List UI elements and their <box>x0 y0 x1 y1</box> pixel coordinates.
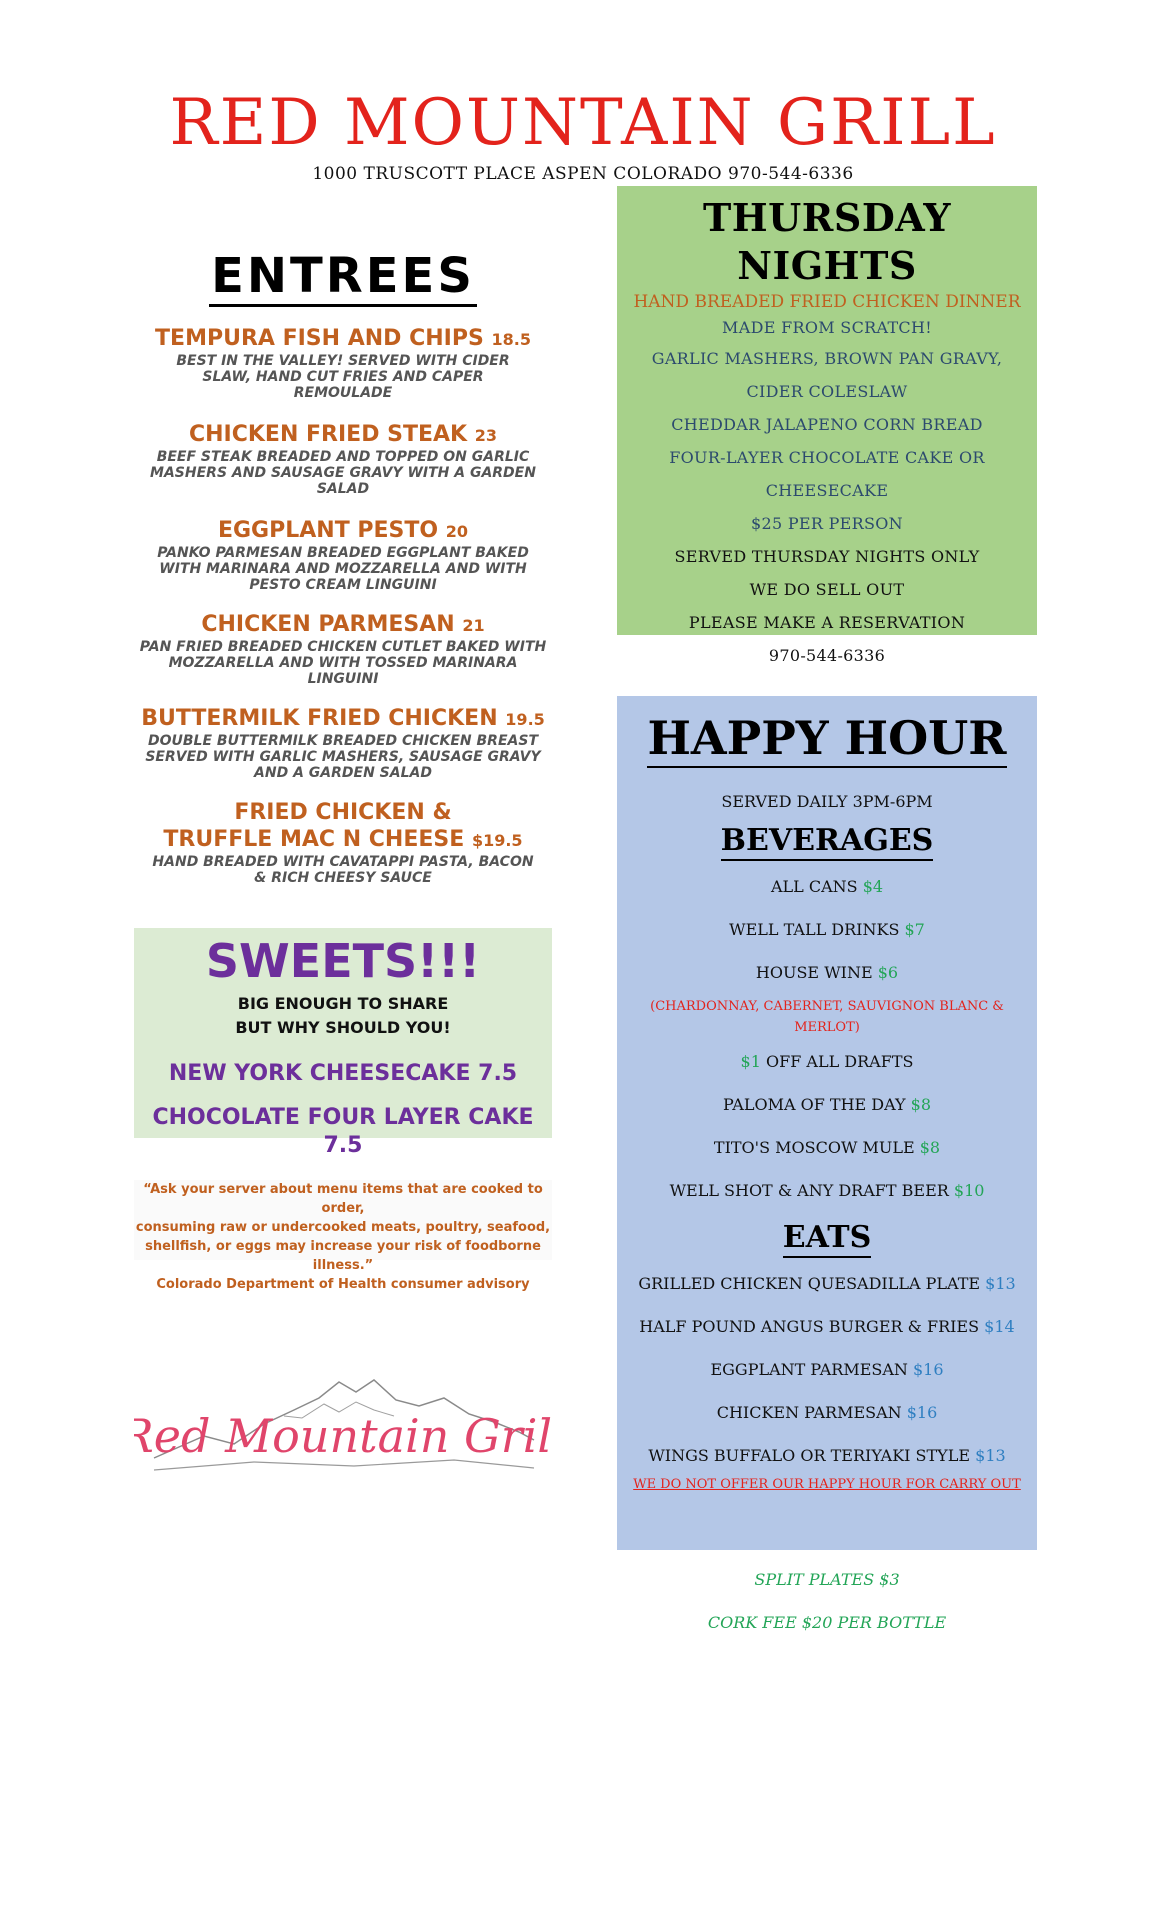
eats-item <box>617 1434 1037 1477</box>
item-price: $16 <box>912 1360 944 1379</box>
item-label: WINGS BUFFALO OR TERIYAKI STYLE <box>648 1446 971 1465</box>
happy-hour-section <box>617 696 1037 1550</box>
carry-out-note: WE DO NOT OFFER OUR HAPPY HOUR FOR CARRY OUT <box>633 1477 1021 1492</box>
entree-item <box>134 799 552 886</box>
advisory-line: shellfish, or eggs may increase your risk of foodborne illness.” <box>145 1239 541 1273</box>
entree-item <box>134 325 552 401</box>
beverage-item <box>617 908 1037 951</box>
entree-description: BEEF STEAK BREADED AND TOPPED ON GARLIC MASHERS AND SAUSAGE GRAVY WITH A GARDEN SALAD <box>150 449 536 497</box>
sweets-item: NEW YORK CHEESECAKE 7.5 <box>168 1061 518 1086</box>
entree-price: 18.5 <box>491 330 531 349</box>
item-label: HALF POUND ANGUS BURGER & FRIES <box>639 1317 980 1336</box>
entree-price: 19.5 <box>505 710 545 729</box>
split-plates-note: SPLIT PLATES $3 <box>754 1570 900 1589</box>
thursday-line: MADE FROM SCRATCH! <box>722 318 932 337</box>
entree-name: TEMPURA FISH AND CHIPS <box>155 326 484 351</box>
thursday-line: CHEDDAR JALAPENO CORN BREAD <box>671 415 983 434</box>
thursday-heading: THURSDAY NIGHTS <box>702 195 951 288</box>
item-price: $16 <box>906 1403 938 1422</box>
advisory-line: “Ask your server about menu items that are cooked to order, <box>143 1182 543 1216</box>
restaurant-logo <box>134 1340 552 1500</box>
entree-description: HAND BREADED WITH CAVATAPPI PASTA, BACON & RICH CHEESY SAUCE <box>152 854 534 886</box>
eats-item <box>617 1348 1037 1391</box>
thursday-line: FOUR-LAYER CHOCOLATE CAKE OR <box>669 448 985 467</box>
restaurant-title: RED MOUNTAIN GRILL <box>169 86 997 160</box>
item-label: EGGPLANT PARMESAN <box>710 1360 908 1379</box>
item-price: $1 <box>740 1052 761 1071</box>
sweets-tagline: BIG ENOUGH TO SHARE <box>237 994 449 1013</box>
mountain-logo-icon <box>134 1340 552 1500</box>
wine-line: (CHARDONNAY, CABERNET, SAUVIGNON BLANC & <box>650 999 1004 1014</box>
item-price: $14 <box>984 1317 1015 1336</box>
entree-price: 21 <box>462 616 485 635</box>
happy-hour-heading: HAPPY HOUR <box>647 710 1006 768</box>
entree-name: CHICKEN FRIED STEAK <box>188 422 468 447</box>
advisory-line: Colorado Department of Health consumer advisory <box>156 1277 530 1292</box>
thursday-line: WE DO SELL OUT <box>749 580 905 599</box>
sweets-item: CHOCOLATE FOUR LAYER CAKE 7.5 <box>152 1105 534 1158</box>
entree-name: FRIED CHICKEN & <box>234 800 452 825</box>
entrees-heading: ENTREES <box>209 248 477 307</box>
entree-name: TRUFFLE MAC N CHEESE <box>163 827 465 852</box>
item-label: OFF ALL DRAFTS <box>765 1052 914 1071</box>
item-label: CHICKEN PARMESAN <box>716 1403 902 1422</box>
thursday-phone: 970-544-6336 <box>768 646 886 665</box>
entrees-section <box>134 248 552 886</box>
wine-line: MERLOT) <box>794 1020 860 1035</box>
house-wine-varietals <box>617 996 1037 1038</box>
health-advisory <box>134 1180 552 1292</box>
entree-name: BUTTERMILK FRIED CHICKEN <box>141 706 498 731</box>
thursday-subheading: HAND BREADED FRIED CHICKEN DINNER <box>633 292 1021 312</box>
item-price: $6 <box>877 963 899 982</box>
sweets-section <box>134 928 552 1158</box>
logo-text: Red Mountain Grill <box>134 1409 552 1463</box>
sweets-heading: SWEETS!!! <box>205 934 481 988</box>
beverage-item <box>617 865 1037 908</box>
beverages-heading: BEVERAGES <box>721 823 934 861</box>
advisory-line: consuming raw or undercooked meats, poultry, seafood, <box>135 1220 551 1235</box>
thursday-line: PLEASE MAKE A RESERVATION <box>688 613 966 632</box>
entree-price: 20 <box>445 522 469 541</box>
entree-name: EGGPLANT PESTO <box>217 518 439 543</box>
entree-item <box>134 705 552 781</box>
cork-fee-note: CORK FEE $20 PER BOTTLE <box>707 1613 947 1632</box>
thursday-line: GARLIC MASHERS, BROWN PAN GRAVY, <box>651 349 1003 368</box>
item-label: WELL TALL DRINKS <box>729 920 900 939</box>
item-label: TITO'S MOSCOW MULE <box>713 1138 915 1157</box>
eats-item <box>617 1262 1037 1305</box>
item-label: WELL SHOT & ANY DRAFT BEER <box>669 1181 949 1200</box>
item-label: PALOMA OF THE DAY <box>722 1095 906 1114</box>
item-price: $10 <box>953 1181 985 1200</box>
item-label: HOUSE WINE <box>755 963 873 982</box>
thursday-line: CHEESECAKE <box>765 481 889 500</box>
entree-item <box>134 421 552 497</box>
entree-name: CHICKEN PARMESAN <box>201 612 455 637</box>
eats-heading: EATS <box>783 1220 872 1258</box>
beverage-item <box>617 1169 1037 1212</box>
eats-item <box>617 1391 1037 1434</box>
item-price: $8 <box>919 1138 941 1157</box>
entree-item <box>134 517 552 593</box>
item-price: $4 <box>862 877 884 896</box>
entree-price: 23 <box>474 426 498 445</box>
item-label: GRILLED CHICKEN QUESADILLA PLATE <box>638 1274 981 1293</box>
entree-description: PAN FRIED BREADED CHICKEN CUTLET BAKED WITH MOZZARELLA AND WITH TOSSED MARINARA LINGUINI <box>139 639 547 687</box>
beverage-item <box>617 1040 1037 1083</box>
entree-description: PANKO PARMESAN BREADED EGGPLANT BAKED WITH MARINARA AND MOZZARELLA AND WITH PESTO CREAM LINGUINI <box>157 545 529 593</box>
item-price: $8 <box>910 1095 932 1114</box>
item-price: $7 <box>904 920 925 939</box>
entree-description: DOUBLE BUTTERMILK BREADED CHICKEN BREAST SERVED WITH GARLIC MASHERS, SAUSAGE GRAVY AND A GARDEN SALAD <box>145 733 541 781</box>
sweets-tagline: BUT WHY SHOULD YOU! <box>235 1018 451 1037</box>
beverage-item <box>617 1126 1037 1169</box>
thursday-line: CIDER COLESLAW <box>746 382 908 401</box>
restaurant-address: 1000 TRUSCOTT PLACE ASPEN COLORADO 970-544-6336 <box>312 164 854 184</box>
item-price: $13 <box>975 1446 1006 1465</box>
entree-description: BEST IN THE VALLEY! SERVED WITH CIDER SLAW, HAND CUT FRIES AND CAPER REMOULADE <box>176 353 510 401</box>
entree-item <box>134 611 552 687</box>
happy-hour-times: SERVED DAILY 3PM-6PM <box>721 792 933 811</box>
entree-price: $19.5 <box>471 831 523 850</box>
beverage-item <box>617 951 1037 994</box>
item-price: $13 <box>985 1274 1016 1293</box>
beverage-item <box>617 1083 1037 1126</box>
thursday-nights-section <box>617 186 1037 665</box>
thursday-line: SERVED THURSDAY NIGHTS ONLY <box>674 547 980 566</box>
item-label: ALL CANS <box>770 877 858 896</box>
eats-item <box>617 1305 1037 1348</box>
thursday-line: $25 PER PERSON <box>751 514 903 533</box>
